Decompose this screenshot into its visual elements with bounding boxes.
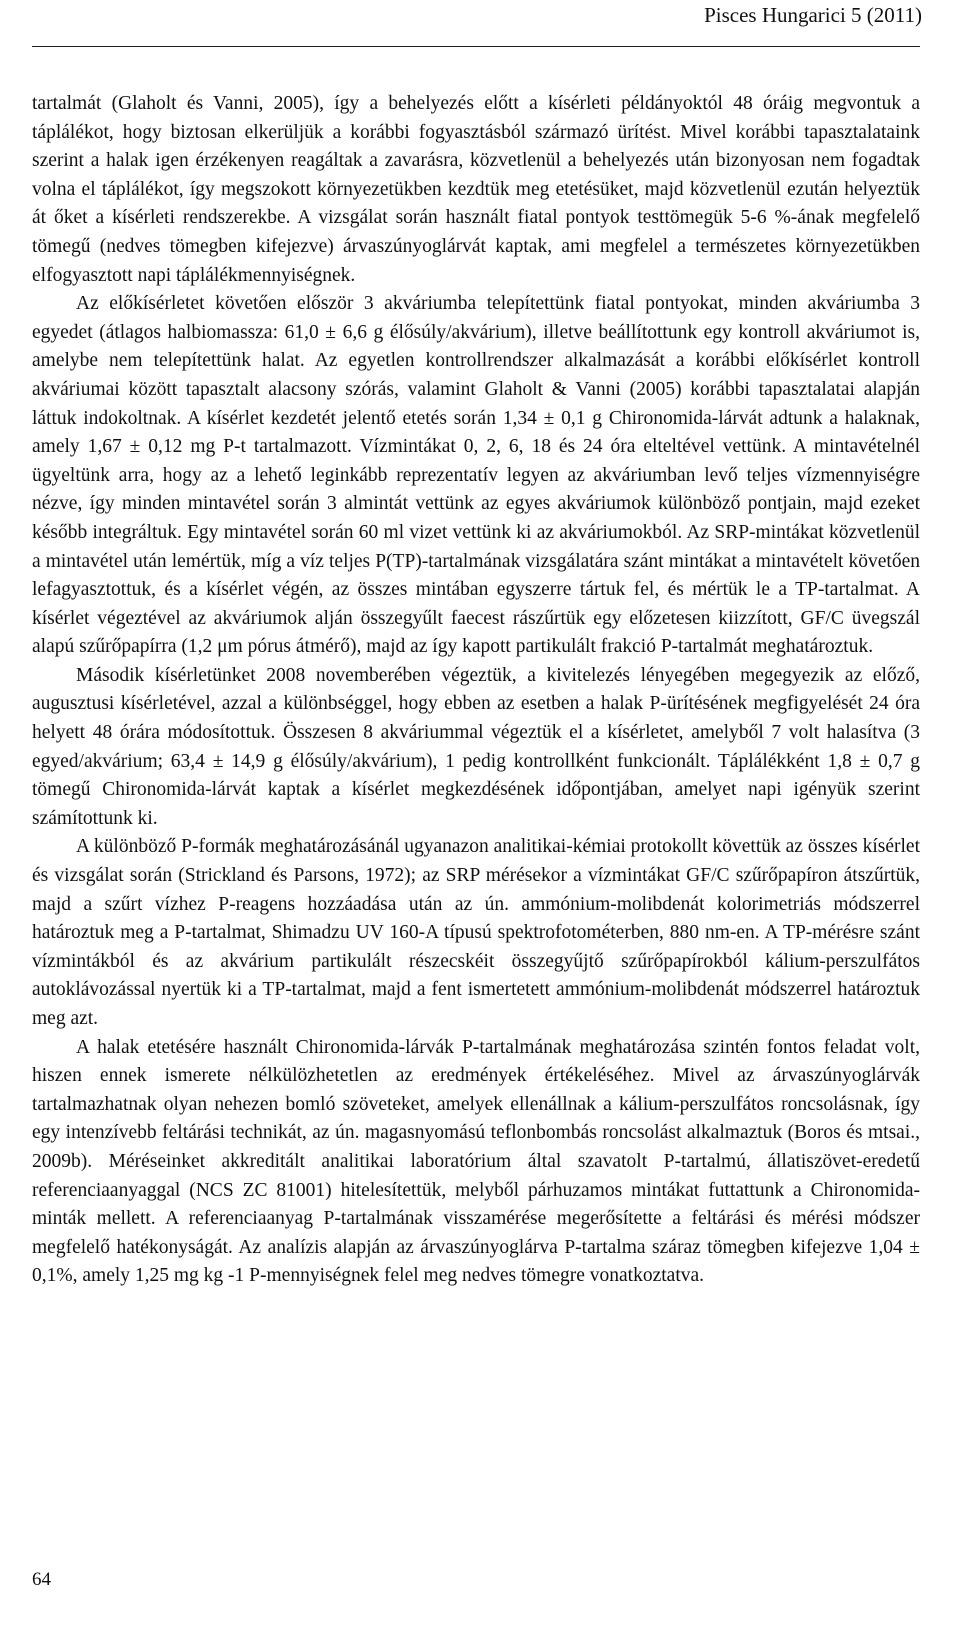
paragraph-2: Az előkísérletet követően először 3 akváriumba telepítettünk fiatal pontyokat, minden akváriumba 3 egyedet (átlagos halbiomassza: 61,0 ± 6,6 g élősúly/akvárium), illetve beállítottunk egy kontroll akváriumot is, amelybe nem telepítettünk halat. Az egyetlen kontrollrendszer alkalmazását a korábbi előkísérlet kontroll akváriumai között tapasztalt alacsony szórás, valamint Glaholt & Vanni (2005) korábbi tapasztalatai alapján láttuk indokoltnak. A kísérlet kezdetét jelentő etetés során 1,34 ± 0,1 g Chironomida-lárvát adtunk a halaknak, amely 1,67 ± 0,12 mg P-t tartalmazott. Vízmintákat 0, 2, 6, 18 és 24 óra elteltével vettünk. A mintavételnél ügyeltünk arra, hogy az a lehető leginkább reprezentatív legyen az akváriumban levő teljes vízmennyiségre nézve, így minden mintavétel során 3 almintát vettünk az egyes akváriumok különböző pontjain, majd ezeket később integráltuk. Egy mintavétel során 60 ml vizet vettünk ki az akváriumokból. Az SRP-mintákat közvetlenül a mintavétel után lemértük, míg a víz teljes P(TP)-tartalmának vizsgálatára szánt mintákat a mintavételt követően lefagyasztottuk, és a kísérlet végén, az összes mintában egyszerre tártuk fel, és mértük le a TP-tartalmat. A kísérlet végeztével az akváriumok alján összegyűlt faecest rászűrtük egy előzetesen kiizzított, GF/C üvegszál alapú szűrőpapírra (1,2 μm pórus átmérő), majd az így kapott partikulált frakció P-tartalmát meghatároztuk. (32, 293, 920, 658)
paragraph-5: A halak etetésére használt Chironomida-lárvák P-tartalmának meghatározása szintén fontos feladat volt, hiszen ennek ismerete nélkülözhetetlen az eredmények értékeléséhez. Mivel az árvaszúnyoglárvák tartalmazhatnak olyan nehezen bomló szöveteket, amelyek ellenállnak a kálium-perszulfátos roncsolásnak, így egy intenzívebb feltárási technikát, az ún. magasnyomású teflonbombás roncsolást alkalmaztuk (Boros és mtsai., 2009b). Méréseinket akkreditált analitikai laboratórium által szavatolt P-tartalmú, állatiszövet-eredetű referenciaanyaggal (NCS ZC 81001) hitelesítettük, melyből párhuzamos mintákat futtattunk a Chironomida-minták mellett. A referenciaanyag P-tartalmának visszamérése megerősítette a feltárási és mérési módszer megfelelő hatékonyságát. Az analízis alapján az árvaszúnyoglárva P-tartalma száraz tömegben kifejezve 1,04 ± 0,1%, amely 1,25 mg kg -1 P-mennyiségnek felel meg nedves tömegre vonatkoztatva. (32, 1036, 920, 1287)
running-header: Pisces Hungarici 5 (2011) (704, 3, 922, 27)
body-text (32, 90, 920, 1291)
page-number: 64 (32, 1569, 51, 1590)
paragraph-1: tartalmát (Glaholt és Vanni, 2005), így a behelyezés előtt a kísérleti példányoktól 48 óráig megvontuk a táplálékot, hogy biztosan elkerüljük a korábbi fogyasztásból származó ürítést. Mivel korábbi tapasztalataink szerint a halak igen érzékenyen reagáltak a zavarásra, közvetlenül a behelyezés után bizonyosan nem fogadtak volna el táplálékot, így megszokott környezetükben kezdtük meg etetésüket, majd közvetlenül ezután helyeztük át őket a kísérleti rendszerekbe. A vizsgálat során használt fiatal pontyok testtömegük 5-6 %-ának megfelelő tömegű (nedves tömegben kifejezve) árvaszúnyoglárvát kaptak, ami megfelel a természetes környezetükben elfogyasztott napi táplálékmennyiségnek. (32, 93, 920, 286)
header-rule (32, 46, 920, 47)
paragraph-4: A különböző P-formák meghatározásánál ugyanazon analitikai-kémiai protokollt követtük az összes kísérlet és vizsgálat során (Strickland és Parsons, 1972); az SRP mérésekor a vízmintákat GF/C szűrőpapíron átszűrtük, majd a szűrt vízhez P-reagens hozzáadása után az ún. ammónium-molibdenát kolorimetriás módszerrel határoztuk meg a P-tartalmat, Shimadzu UV 160-A típusú spektrofotométerben, 880 nm-en. A TP-mérésre szánt vízmintákból és az akvárium partikulált részecskéit összegyűjtő szűrőpapírokból kálium-perszulfátos autoklávozással nyertük ki a TP-tartalmat, majd a fent ismertetett ammónium-molibdenát módszerrel határoztuk meg azt. (32, 836, 920, 1029)
paragraph-3: Második kísérletünket 2008 novemberében végeztük, a kivitelezés lényegében megegyezik az előző, augusztusi kísérletével, azzal a különbséggel, hogy ebben az esetben a halak P-ürítésének megfigyelését 24 óra helyett 48 órára módosítottuk. Összesen 8 akváriummal végeztük el a kísérletet, amelyből 7 volt halasítva (3 egyed/akvárium; 63,4 ± 14,9 g élősúly/akvárium), 1 pedig kontrollként funkcionált. Táplálékként 1,8 ± 0,7 g tömegű Chironomida-lárvát kaptak a kísérlet megkezdésének időpontjában, amelyet napi igényük szerint számítottunk ki. (32, 664, 920, 829)
